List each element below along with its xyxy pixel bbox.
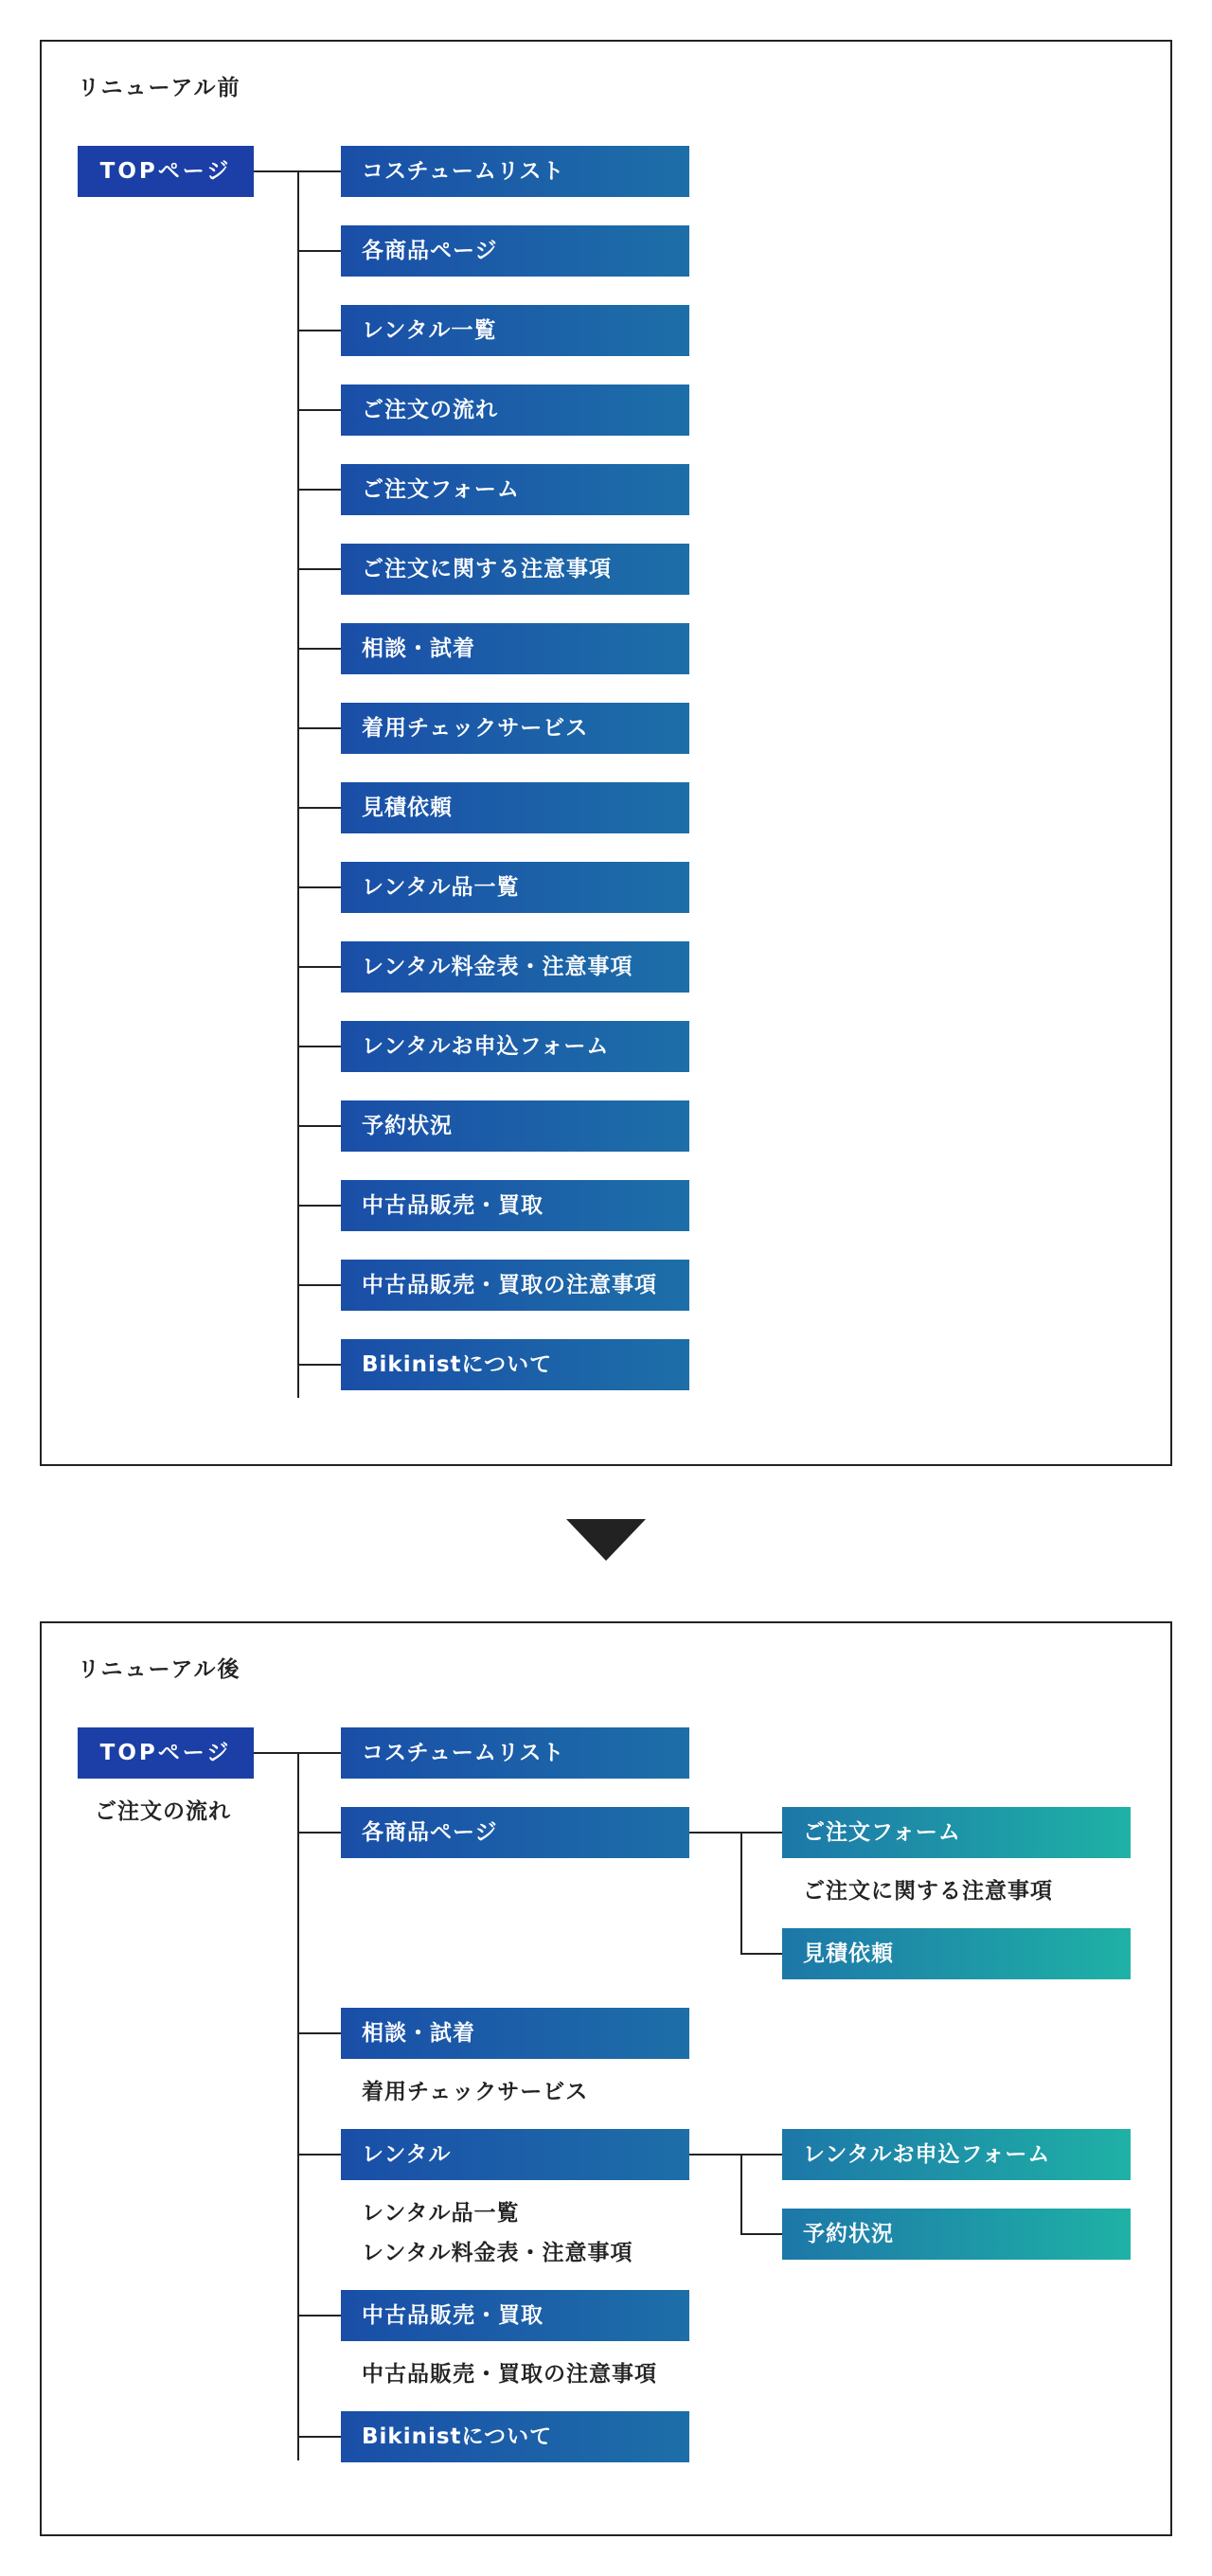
after-used: 中古品販売・買取 bbox=[341, 2290, 689, 2341]
after-rental-apply: レンタルお申込フォーム bbox=[782, 2129, 1131, 2180]
after-estimate: 見積依頼 bbox=[782, 1928, 1131, 1979]
connector bbox=[740, 2154, 742, 2235]
connector bbox=[740, 2233, 782, 2235]
before-item: コスチュームリスト bbox=[341, 146, 689, 197]
connector bbox=[297, 250, 341, 252]
connector bbox=[297, 1364, 341, 1366]
before-title: リニューアル前 bbox=[78, 76, 241, 100]
before-item: Bikinistについて bbox=[341, 1339, 689, 1390]
before-panel bbox=[40, 40, 1172, 1466]
connector bbox=[297, 1205, 341, 1207]
after-order-form: ご注文フォーム bbox=[782, 1807, 1131, 1858]
connector bbox=[297, 2154, 341, 2156]
connector bbox=[297, 1752, 299, 2460]
after-consult-sub: 着用チェックサービス bbox=[362, 2080, 589, 2104]
connector bbox=[297, 170, 299, 1398]
connector bbox=[297, 1284, 341, 1286]
after-rental-sub2: レンタル料金表・注意事項 bbox=[362, 2241, 633, 2265]
before-item: 着用チェックサービス bbox=[341, 703, 689, 754]
after-top-sub: ご注文の流れ bbox=[95, 1799, 231, 1824]
connector bbox=[297, 886, 341, 888]
connector bbox=[689, 2154, 782, 2156]
connector bbox=[689, 1832, 782, 1834]
before-item: ご注文の流れ bbox=[341, 385, 689, 436]
connector bbox=[297, 489, 341, 491]
before-item: ご注文に関する注意事項 bbox=[341, 544, 689, 595]
after-order-notes: ご注文に関する注意事項 bbox=[803, 1879, 1053, 1904]
connector bbox=[297, 1125, 341, 1127]
after-consult: 相談・試着 bbox=[341, 2008, 689, 2059]
connector bbox=[297, 2315, 341, 2317]
connector bbox=[740, 1832, 742, 1955]
before-item: レンタル料金表・注意事項 bbox=[341, 941, 689, 993]
connector bbox=[297, 330, 341, 331]
after-panel bbox=[40, 1621, 1172, 2536]
before-top-page: TOPページ bbox=[78, 146, 254, 197]
after-used-sub: 中古品販売・買取の注意事項 bbox=[362, 2362, 657, 2387]
after-top-page: TOPページ bbox=[78, 1727, 254, 1779]
connector bbox=[297, 568, 341, 570]
connector bbox=[297, 1046, 341, 1047]
connector bbox=[297, 966, 341, 968]
connector bbox=[297, 2436, 341, 2438]
before-item: 各商品ページ bbox=[341, 225, 689, 277]
after-title: リニューアル後 bbox=[78, 1657, 241, 1682]
connector bbox=[297, 648, 341, 650]
before-item: 中古品販売・買取 bbox=[341, 1180, 689, 1231]
before-item: レンタルお申込フォーム bbox=[341, 1021, 689, 1072]
before-item: 中古品販売・買取の注意事項 bbox=[341, 1260, 689, 1311]
before-item: 見積依頼 bbox=[341, 782, 689, 833]
connector bbox=[740, 1953, 782, 1955]
connector bbox=[297, 2032, 341, 2034]
before-item: ご注文フォーム bbox=[341, 464, 689, 515]
before-item: レンタル品一覧 bbox=[341, 862, 689, 913]
after-product-page: 各商品ページ bbox=[341, 1807, 689, 1858]
after-about: Bikinistについて bbox=[341, 2411, 689, 2462]
after-costume-list: コスチュームリスト bbox=[341, 1727, 689, 1779]
before-item: 予約状況 bbox=[341, 1100, 689, 1152]
connector bbox=[297, 727, 341, 729]
after-reservation: 予約状況 bbox=[782, 2209, 1131, 2260]
before-item: レンタル一覧 bbox=[341, 305, 689, 356]
after-rental-sub1: レンタル品一覧 bbox=[362, 2201, 520, 2226]
before-item: 相談・試着 bbox=[341, 623, 689, 674]
after-rental: レンタル bbox=[341, 2129, 689, 2180]
connector bbox=[297, 1832, 341, 1834]
connector bbox=[297, 807, 341, 809]
down-triangle-icon bbox=[566, 1519, 646, 1561]
connector bbox=[297, 409, 341, 411]
